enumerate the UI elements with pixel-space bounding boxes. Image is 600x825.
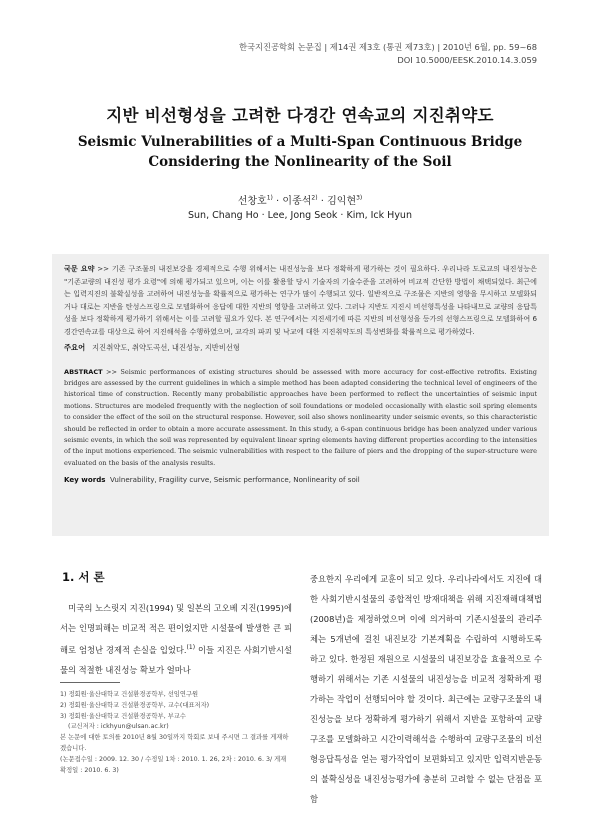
- footnote: 2) 정회원·울산대학교 건설환경공학부, 교수(대표저자): [60, 701, 210, 709]
- abstract-english-text: >> Seismic performances of existing structures should be assessed with more accuracy for cost-effective retrofits. Existing bridges are assessed by the current guidelines in which a simple method has been adapted considering the technical level of engineers of the historical time of construction. Recently many probabilistic approaches have been performed to reflect the uncertainties of seismic input motions. Structures are modeled frequently with the neglection of soil foundations or modeled occasionally with elastic soil spring elements to consider the effect of the soil on the structural response. However, soil also shows nonlinearity under seismic events, so this characteristic should be reflected in order to obtain a more accurate assessment. In this study, a 6-span continuous bridge has been analyzed under various seismic events, in which the soil was represented by equivalent linear spring elements having different properties according to the intensities of the input motions experienced. The seismic vulnerabilities with respect to the failure of piers and the dropping of the super-structure were evaluated on the basis of the analysis results.: [64, 367, 537, 467]
- abstract-box: [52, 254, 549, 536]
- section-heading: 1. 서 론: [62, 570, 105, 584]
- abstract-english: [64, 367, 537, 470]
- footnote: (교신저자 : ickhyun@ulsan.ac.kr): [68, 723, 169, 731]
- footnote: 1) 정회원·울산대학교 건설환경공학부, 선임연구원: [60, 691, 199, 698]
- paragraph-text: 중요한지 우리에게 교훈이 되고 있다. 우리나라에서도 지진에 대한 사회기반시설물의 종합적인 방재대책을 위해 지진재해대책법(2008년)을 제정하였으며 이에 의거하여 기존시설물의 관리주체는 5개년에 걸친 내진보강 기본계획을 수립하여 시행하도록 하고 있다. 한정된 재원으로 시설물의 내진보강을 효율적으로 수행하기 위해서는 기존 시설물의 내진성능을 비교적 정확하게 평가하는 작업이 선행되어야 할 것이다. 최근에는 교량구조물의 내진성능을 보다 정확하게 평가하기 위해서 지반을 포함하여 교량구조를 모델화하고 시간이력해석을 수행하여 교량구조물의 비선형응답특성을 얻는 평가작업이 보편화되고 있지만 입력지반운동의 불확실성을 내진성능평가에 충분히 고려할 수 없는 단점을 포함: [310, 574, 542, 804]
- author-name: 이종석: [282, 196, 312, 207]
- authors-korean: [0, 192, 600, 207]
- journal-citation: 한국지진공학회 논문집 | 제14권 제3호 (통권 제73호) | 2010년 6월, pp. 59~68: [238, 42, 537, 52]
- citation-ref: (1): [186, 644, 196, 651]
- body-right-column: [310, 569, 542, 809]
- footnote-divider: [60, 682, 120, 683]
- abstract-english-label: ABSTRACT: [64, 367, 103, 376]
- footnote: 본 논문에 대한 토의를 2010년 8월 30일까지 학회로 보내 주시면 그 결과를 게재하겠습니다.: [60, 734, 289, 752]
- abstract-korean: [64, 263, 537, 339]
- title-english: Seismic Vulnerabilities of a Multi-Span Continuous Bridge Considering the Nonlinearity of the Soil: [77, 134, 523, 170]
- author-name: 김익현: [327, 196, 357, 207]
- keywords-english-label: Key words: [64, 475, 106, 485]
- keywords-korean-text: 지진취약도, 취약도곡선, 내진성능, 지반비선형: [92, 342, 240, 352]
- body-left-column: [60, 598, 292, 680]
- journal-header: [239, 41, 537, 67]
- abstract-korean-text: >> 기존 구조물의 내진보강을 경제적으로 수행 위해서는 내진성능을 보다 정확하게 평가하는 것이 필요하다. 우리나라 도로교의 내진성능은 "기존교량의 내진성 평가 요령"에 의해 평가되고 있으며, 이는 이를 활용할 당시 기술자의 기술수준을 고려하여 비교적 간단한 방법이 채택되었다. 최근에는 입력지진의 불확실성을 고려하여 내진성능을 확률적으로 평가하는 연구가 많이 수행되고 있다. 일반적으로 구조물은 지반의 영향을 무시하고 모델화되거나 대로는 지반을 탄성스프링으로 모델화하여 응답에 대한 지반의 영향을 고려하고 있다. 그러나 지반도 지진시 비선형특성을 나타내므로 교량의 응답특성을 보다 정확하게 평가하기 위해서는 이를 고려할 필요가 있다. 본 연구에서는 지진세기에 따른 지반의 비선형성을 등가의 선형스프링으로 모델화하여 6경간연속교를 대상으로 하여 지진해석을 수행하였으며, 교각의 파괴 및 낙교에 대한 지진취약도의 특성변화를 확률적으로 평가하였다.: [64, 264, 537, 336]
- author-separator: ·: [317, 196, 328, 207]
- paragraph-text: 이들 지진은 사회기반시설물의 적절한 내진성능 확보가 얼마나: [60, 644, 292, 675]
- footnote: (논문접수일 : 2009. 12. 30 / 수정일 1차 : 2010. 1. 26, 2차 : 2010. 6. 3/ 게재확정일 : 2010. 6. 3): [60, 755, 287, 774]
- author-name: 선창호: [237, 196, 267, 207]
- author-separator: ·: [272, 196, 283, 207]
- paragraph: [60, 598, 292, 680]
- keywords-english-text: Vulnerability, Fragility curve, Seismic performance, Nonlinearity of soil: [110, 475, 360, 485]
- author-mark: 3): [356, 194, 363, 202]
- author-mark: 1): [266, 194, 273, 202]
- keywords-korean: [64, 343, 537, 353]
- footnote: 3) 정회원·울산대학교 건설환경공학부, 부교수: [60, 712, 186, 720]
- title-korean: 지반 비선형성을 고려한 다경간 연속교의 지진취약도: [106, 106, 494, 125]
- doi: DOI 10.5000/EESK.2010.14.3.059: [397, 55, 537, 65]
- authors-english: Sun, Chang Ho · Lee, Jong Seok · Kim, Ick Hyun: [188, 210, 412, 221]
- keywords-english: [64, 475, 537, 484]
- abstract-korean-label: 국문 요약: [64, 264, 95, 273]
- paragraph-text: 미국의 노스릿지 지진(1994) 및 일본의 고오베 지진(1995)에서는 인명피해는 비교적 적은 편이었지만 시설물에 발생한 큰 피해로 엄청난 경제적 손실을 입었다.: [60, 603, 292, 655]
- author-mark: 2): [311, 194, 318, 202]
- keywords-korean-label: 주요어: [64, 342, 86, 352]
- footnotes: [60, 690, 292, 776]
